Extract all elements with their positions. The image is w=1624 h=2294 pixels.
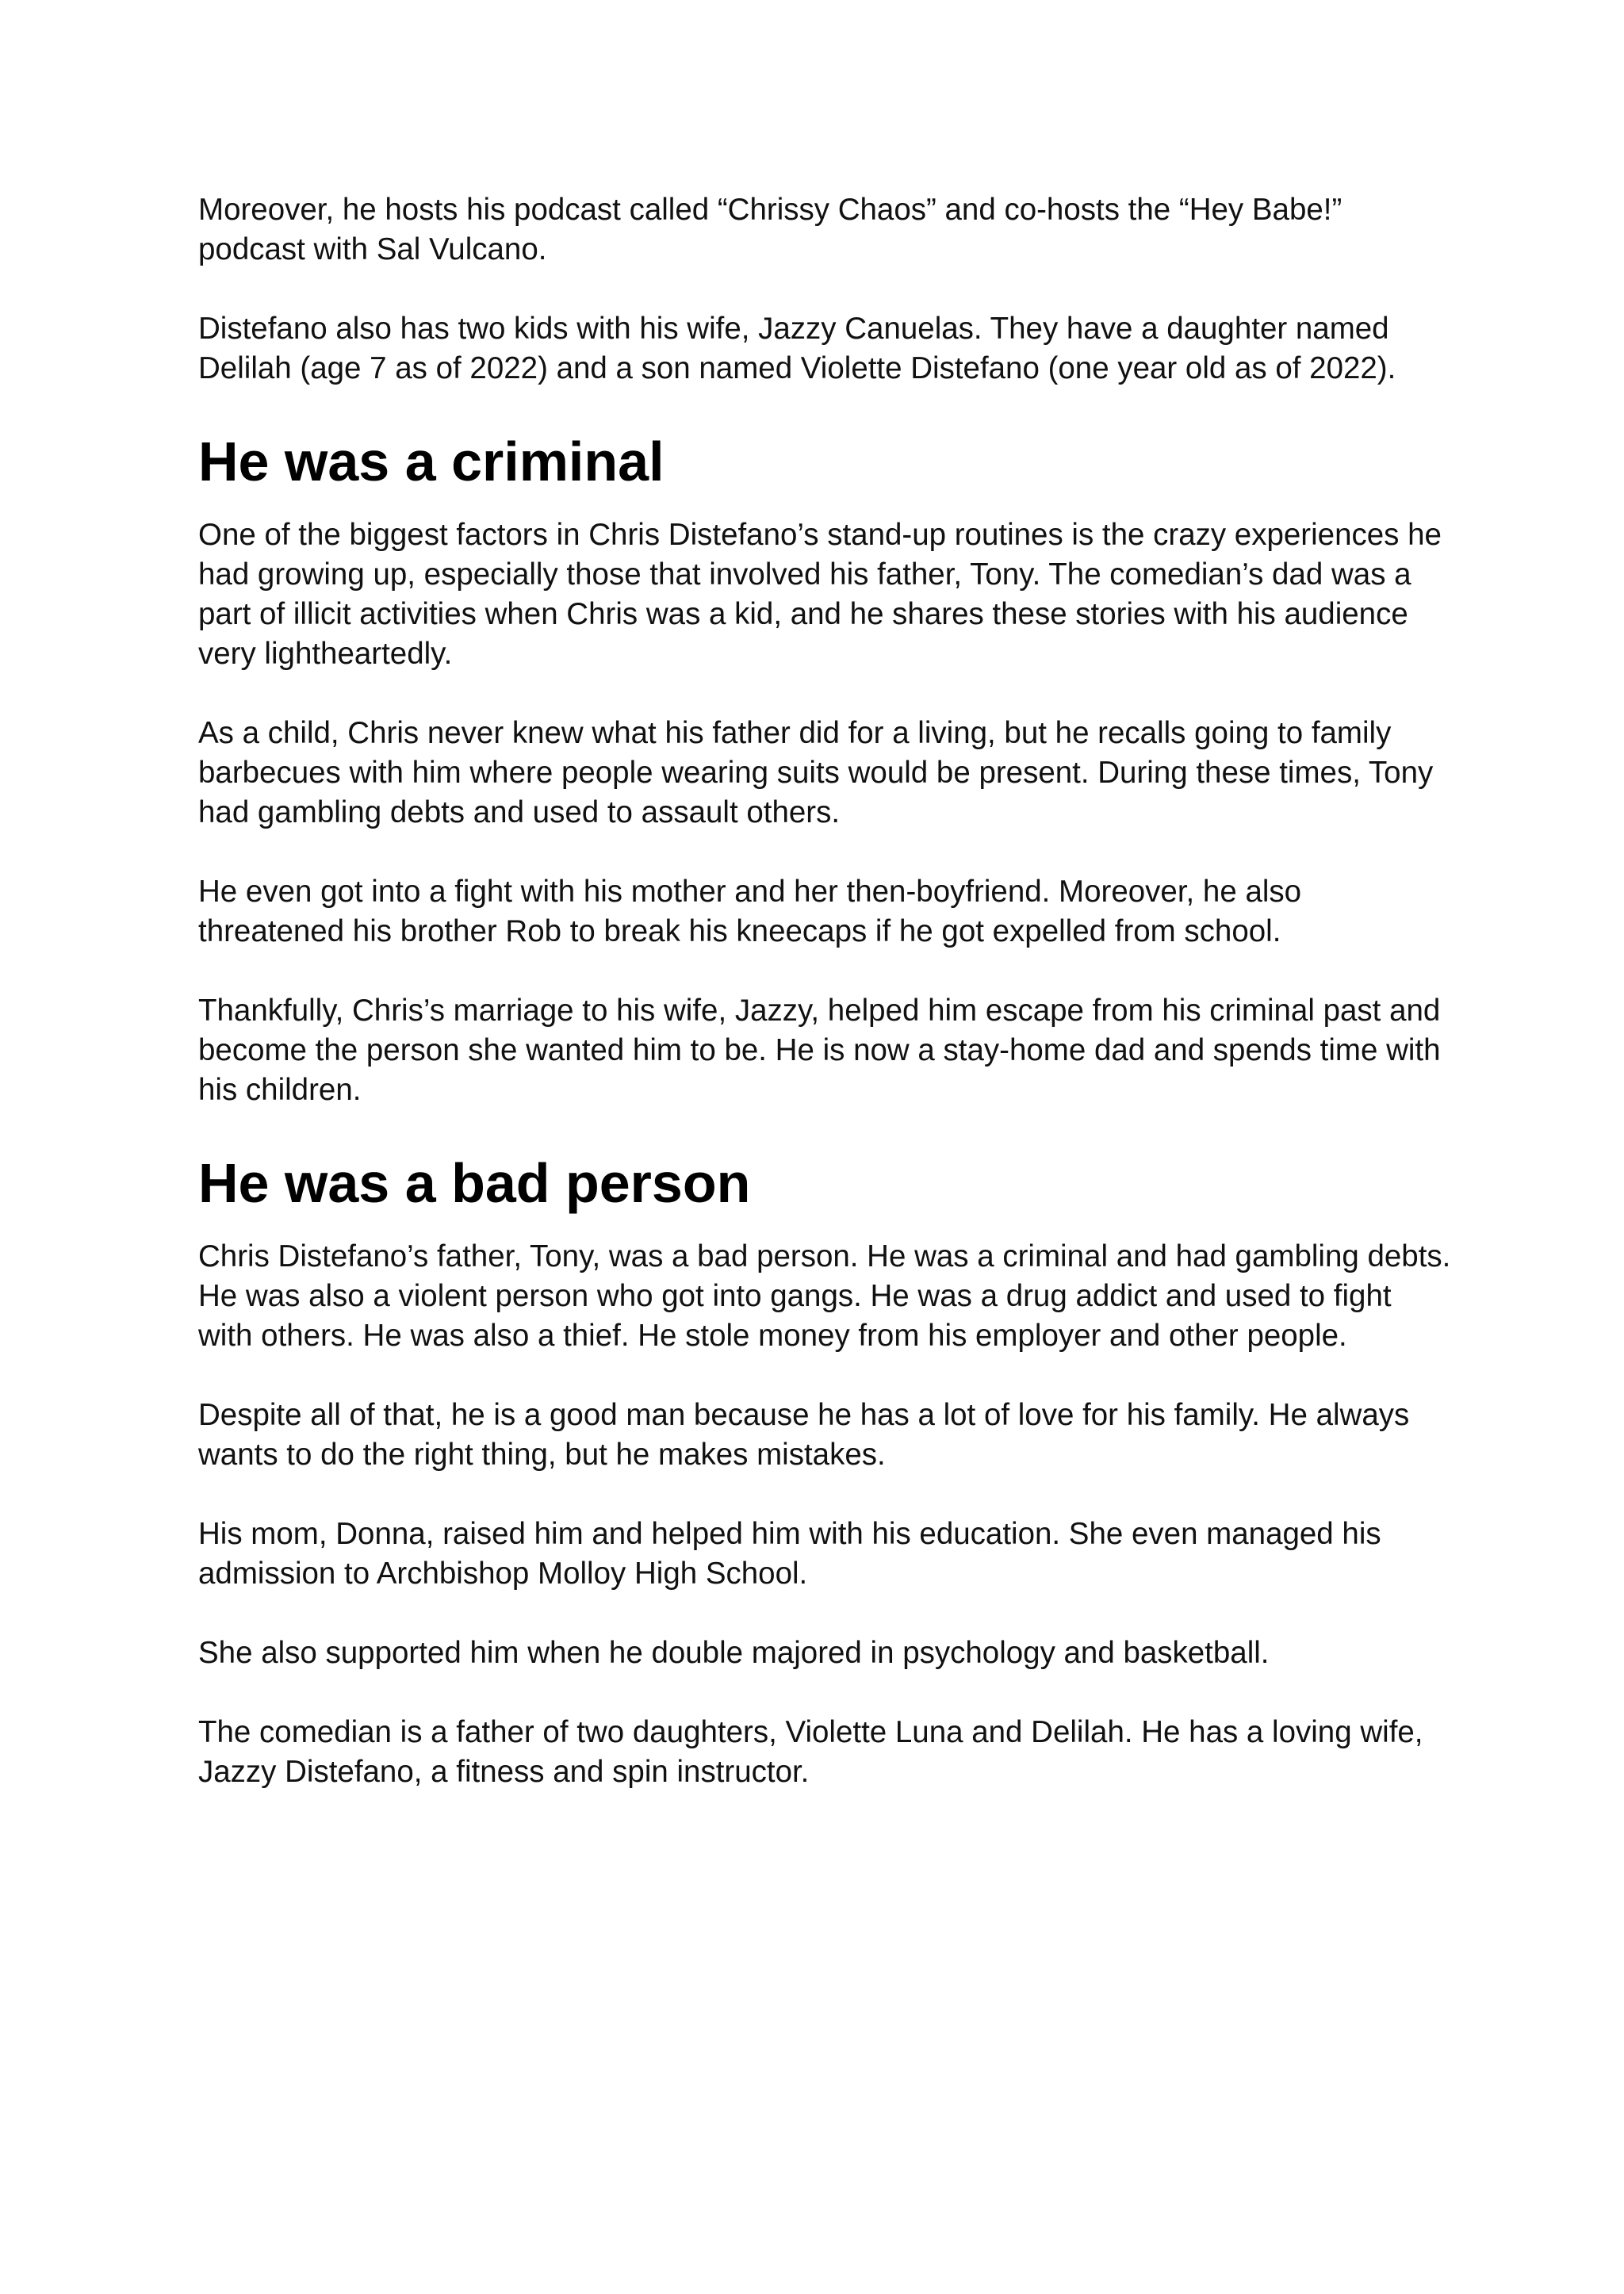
paragraph-good-man: Despite all of that, he is a good man because he has a lot of love for his family. He always wants to do the right thing, but he makes mistakes. [198,1398,1410,1472]
document-body [198,190,1451,1832]
paragraph-podcast: Moreover, he hosts his podcast called “Chrissy Chaos” and co-hosts the “Hey Babe!” podcast with Sal Vulcano. [198,193,1342,266]
paragraph-childhood: As a child, Chris never knew what his father did for a living, but he recalls going to family barbecues with him where people wearing suits would be present. During these times, Tony had gambling debts and used to assault others. [198,716,1434,829]
paragraph-fight: He even got into a fight with his mother and her then-boyfriend. Moreover, he also threatened his brother Rob to break his kneecaps if he got expelled from school. [198,875,1302,948]
paragraph-mom-donna: His mom, Donna, raised him and helped him with his education. She even managed his admission to Archbishop Molloy High School. [198,1517,1381,1591]
section-heading-criminal: He was a criminal [198,431,665,492]
paragraph-marriage: Thankfully, Chris’s marriage to his wife, Jazzy, helped him escape from his criminal past and become the person she wanted him to be. He is now a stay-home dad and spends time with his children. [198,994,1441,1107]
paragraph-father-tony: Chris Distefano’s father, Tony, was a bad person. He was a criminal and had gambling debts. He was also a violent person who got into gangs. He was a drug addict and used to fight with others. He was also a thief. He stole money from his employer and other people. [198,1239,1451,1353]
paragraph-kids: Distefano also has two kids with his wife, Jazzy Canuelas. They have a daughter named Delilah (age 7 as of 2022) and a son named Violette Distefano (one year old as of 2022). [198,312,1396,385]
paragraph-double-major: She also supported him when he double majored in psychology and basketball. [198,1636,1270,1670]
section-heading-bad-person: He was a bad person [198,1152,751,1214]
paragraph-standup-factors: One of the biggest factors in Chris Distefano’s stand-up routines is the crazy experiences he had growing up, especially those that involved his father, Tony. The comedian’s dad was a part of illicit activities when Chris was a kid, and he shares these stories with his audience very lightheartedly. [198,518,1442,671]
paragraph-family: The comedian is a father of two daughters, Violette Luna and Delilah. He has a loving wife, Jazzy Distefano, a fitness and spin instructor. [198,1715,1423,1789]
